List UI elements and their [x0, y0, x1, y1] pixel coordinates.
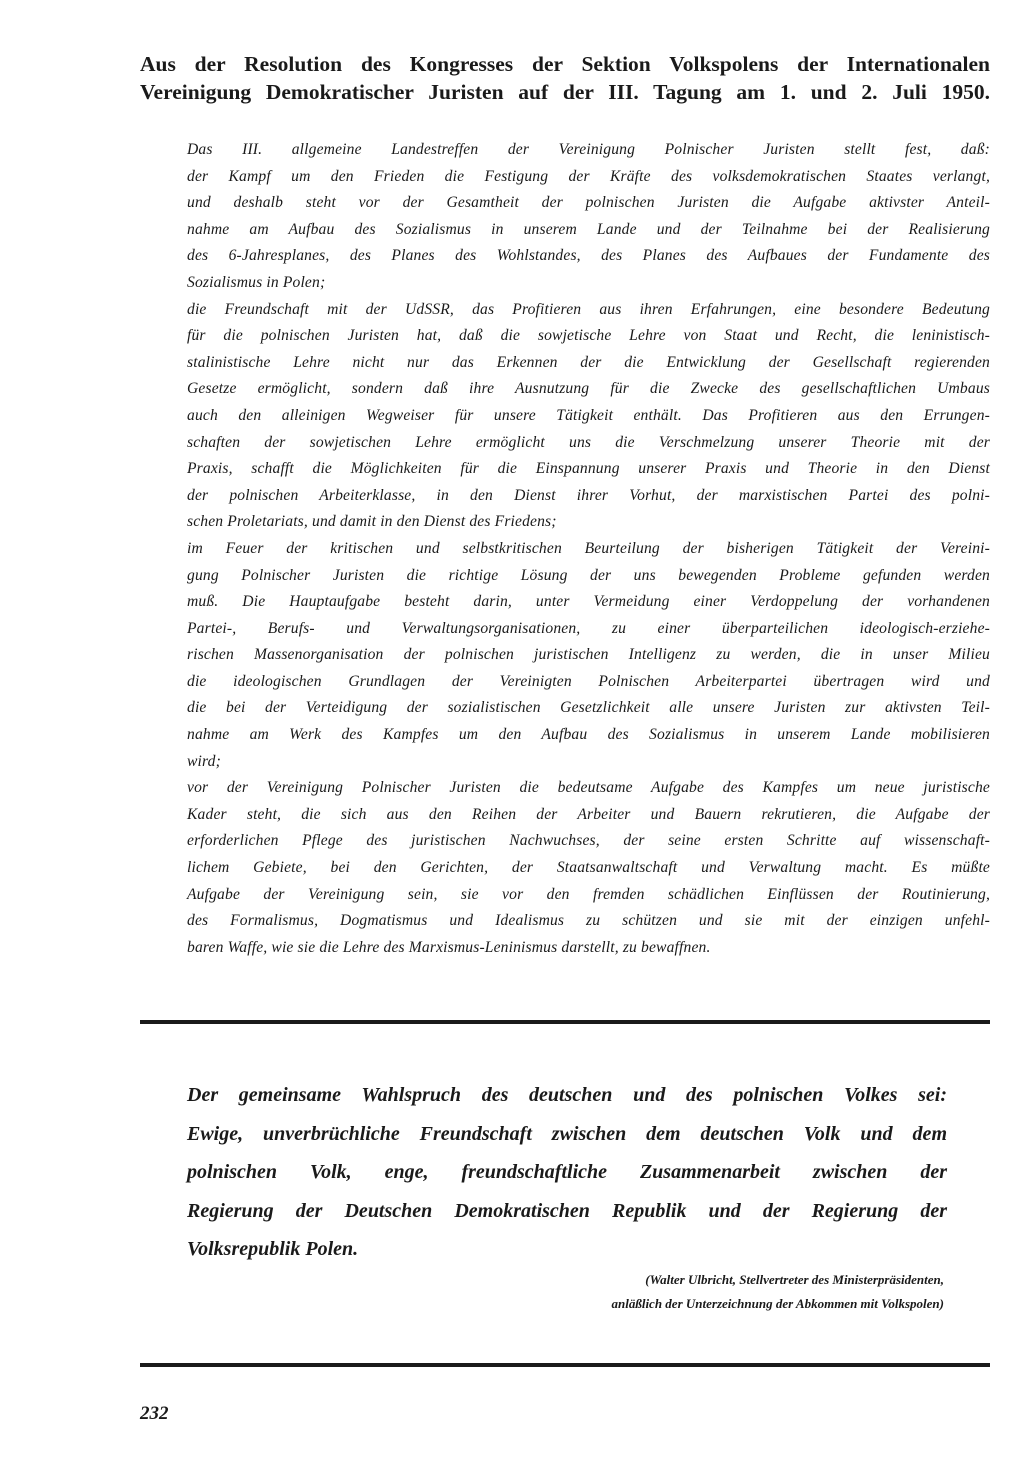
resolution-line: Aufgabe der Vereinigung sein, sie vor den fremden schädlichen Einflüssen der Routinierung, [187, 885, 990, 903]
resolution-line: Kader steht, die sich aus den Reihen der Arbeiter und Bauern rekrutieren, die Aufgabe der [187, 805, 990, 823]
resolution-line: Gesetze ermöglicht, sondern daß ihre Ausnutzung für die Zwecke des gesellschaftlichen Umbaus [187, 380, 990, 398]
resolution-line: nahme am Werk des Kampfes um den Aufbau des Sozialismus in unserem Lande mobilisieren [187, 726, 990, 744]
resolution-line: Das III. allgemeine Landestreffen der Vereinigung Polnischer Juristen stellt fest, daß: [187, 141, 990, 158]
resolution-line: wird; [187, 752, 221, 770]
quote-line: Volksrepublik Polen. [187, 1238, 359, 1260]
resolution-line: und deshalb steht vor der Gesamtheit der polnischen Juristen die Aufgabe aktivster Anteil- [187, 194, 990, 212]
resolution-line: die Freundschaft mit der UdSSR, das Profitieren aus ihren Erfahrungen, eine besondere Bedeutung [187, 300, 990, 318]
section-divider-bottom [140, 1363, 990, 1367]
page-number: 232 [140, 1403, 169, 1424]
resolution-line: baren Waffe, wie sie die Lehre des Marxismus-Leninismus darstellt, zu bewaffnen. [187, 938, 711, 956]
resolution-line: stalinistische Lehre nicht nur das Erkennen der die Entwicklung der Gesellschaft regierenden [187, 353, 990, 371]
resolution-line: schaften der sowjetischen Lehre ermöglicht uns die Verschmelzung unserer Theorie mit der [187, 433, 990, 451]
resolution-line: nahme am Aufbau des Sozialismus in unserem Lande und der Teilnahme bei der Realisierung [187, 220, 990, 238]
quote-line: polnischen Volk, enge, freundschaftliche Zusammenarbeit zwischen der [187, 1161, 947, 1183]
resolution-line: des Formalismus, Dogmatismus und Idealismus zu schützen und sie mit der einzigen unfehl- [187, 912, 990, 930]
resolution-line: für die polnischen Juristen hat, daß die sowjetische Lehre von Staat und Recht, die leninistisch- [187, 327, 990, 345]
document-heading [140, 50, 990, 106]
heading-line: Vereinigung Demokratischer Juristen auf der III. Tagung am 1. und 2. Juli 1950. [140, 80, 990, 104]
resolution-line: des 6-Jahresplanes, des Planes des Wohlstandes, des Planes des Aufbaues der Fundamente des [187, 247, 990, 265]
resolution-line: rischen Massenorganisation der polnischen juristischen Intelligenz zu werden, die in unser Milieu [187, 646, 990, 664]
resolution-line: der Kampf um den Frieden die Festigung der Kräfte des volksdemokratischen Staates verlangt, [187, 167, 990, 185]
resolution-line: schen Proletariats, und damit in den Dienst des Friedens; [187, 513, 557, 531]
resolution-line: im Feuer der kritischen und selbstkritischen Beurteilung der bisherigen Tätigkeit der Vereini- [187, 539, 990, 557]
resolution-line: lichem Gebiete, bei den Gerichten, der Staatsanwaltschaft und Verwaltung macht. Es müßte [187, 859, 990, 877]
resolution-line: gung Polnischer Juristen die richtige Lösung der uns bewegenden Probleme gefunden werden [187, 566, 990, 584]
quote-attribution [611, 1268, 944, 1316]
resolution-line: erforderlichen Pflege des juristischen Nachwuchses, der seine ersten Schritte auf wissenschaft- [187, 832, 990, 850]
resolution-line: auch den alleinigen Wegweiser für unsere Tätigkeit enthält. Das Profitieren aus den Errungen- [187, 406, 990, 424]
resolution-line: vor der Vereinigung Polnischer Juristen die bedeutsame Aufgabe des Kampfes um neue juristische [187, 779, 990, 797]
quote-line: Ewige, unverbrüchliche Freundschaft zwischen dem deutschen Volk und dem [187, 1122, 947, 1145]
resolution-line: der polnischen Arbeiterklasse, in den Dienst ihrer Vorhut, der marxistischen Partei des polni- [187, 486, 990, 504]
resolution-line: Praxis, schafft die Möglichkeiten für die Einspannung unserer Praxis und Theorie in den Dienst [187, 460, 990, 478]
heading-line: Aus der Resolution des Kongresses der Sektion Volkspolens der Internationalen [140, 52, 990, 76]
resolution-line: die ideologischen Grundlagen der Vereinigten Polnischen Arbeiterpartei übertragen wird und [187, 672, 990, 690]
section-divider-top [140, 1020, 990, 1024]
motto-quote [187, 1076, 947, 1269]
resolution-text [187, 137, 990, 961]
resolution-line: die bei der Verteidigung der sozialistischen Gesetzlichkeit alle unsere Juristen zur aktivsten Teil- [187, 699, 990, 717]
quote-line: Regierung der Deutschen Demokratischen Republik und der Regierung der [187, 1199, 947, 1222]
quote-line: Der gemeinsame Wahlspruch des deutschen und des polnischen Volkes sei: [187, 1084, 947, 1106]
attribution-line: (Walter Ulbricht, Stellvertreter des Ministerpräsidenten, [645, 1272, 944, 1287]
resolution-line: Sozialismus in Polen; [187, 273, 326, 291]
resolution-line: muß. Die Hauptaufgabe besteht darin, unter Vermeidung einer Verdoppelung der vorhandenen [187, 593, 990, 611]
attribution-line: anläßlich der Unterzeichnung der Abkommen mit Volkspolen) [611, 1296, 944, 1311]
resolution-line: Partei-, Berufs- und Verwaltungsorganisationen, zu einer überparteilichen ideologisch-erziehe- [187, 619, 990, 637]
